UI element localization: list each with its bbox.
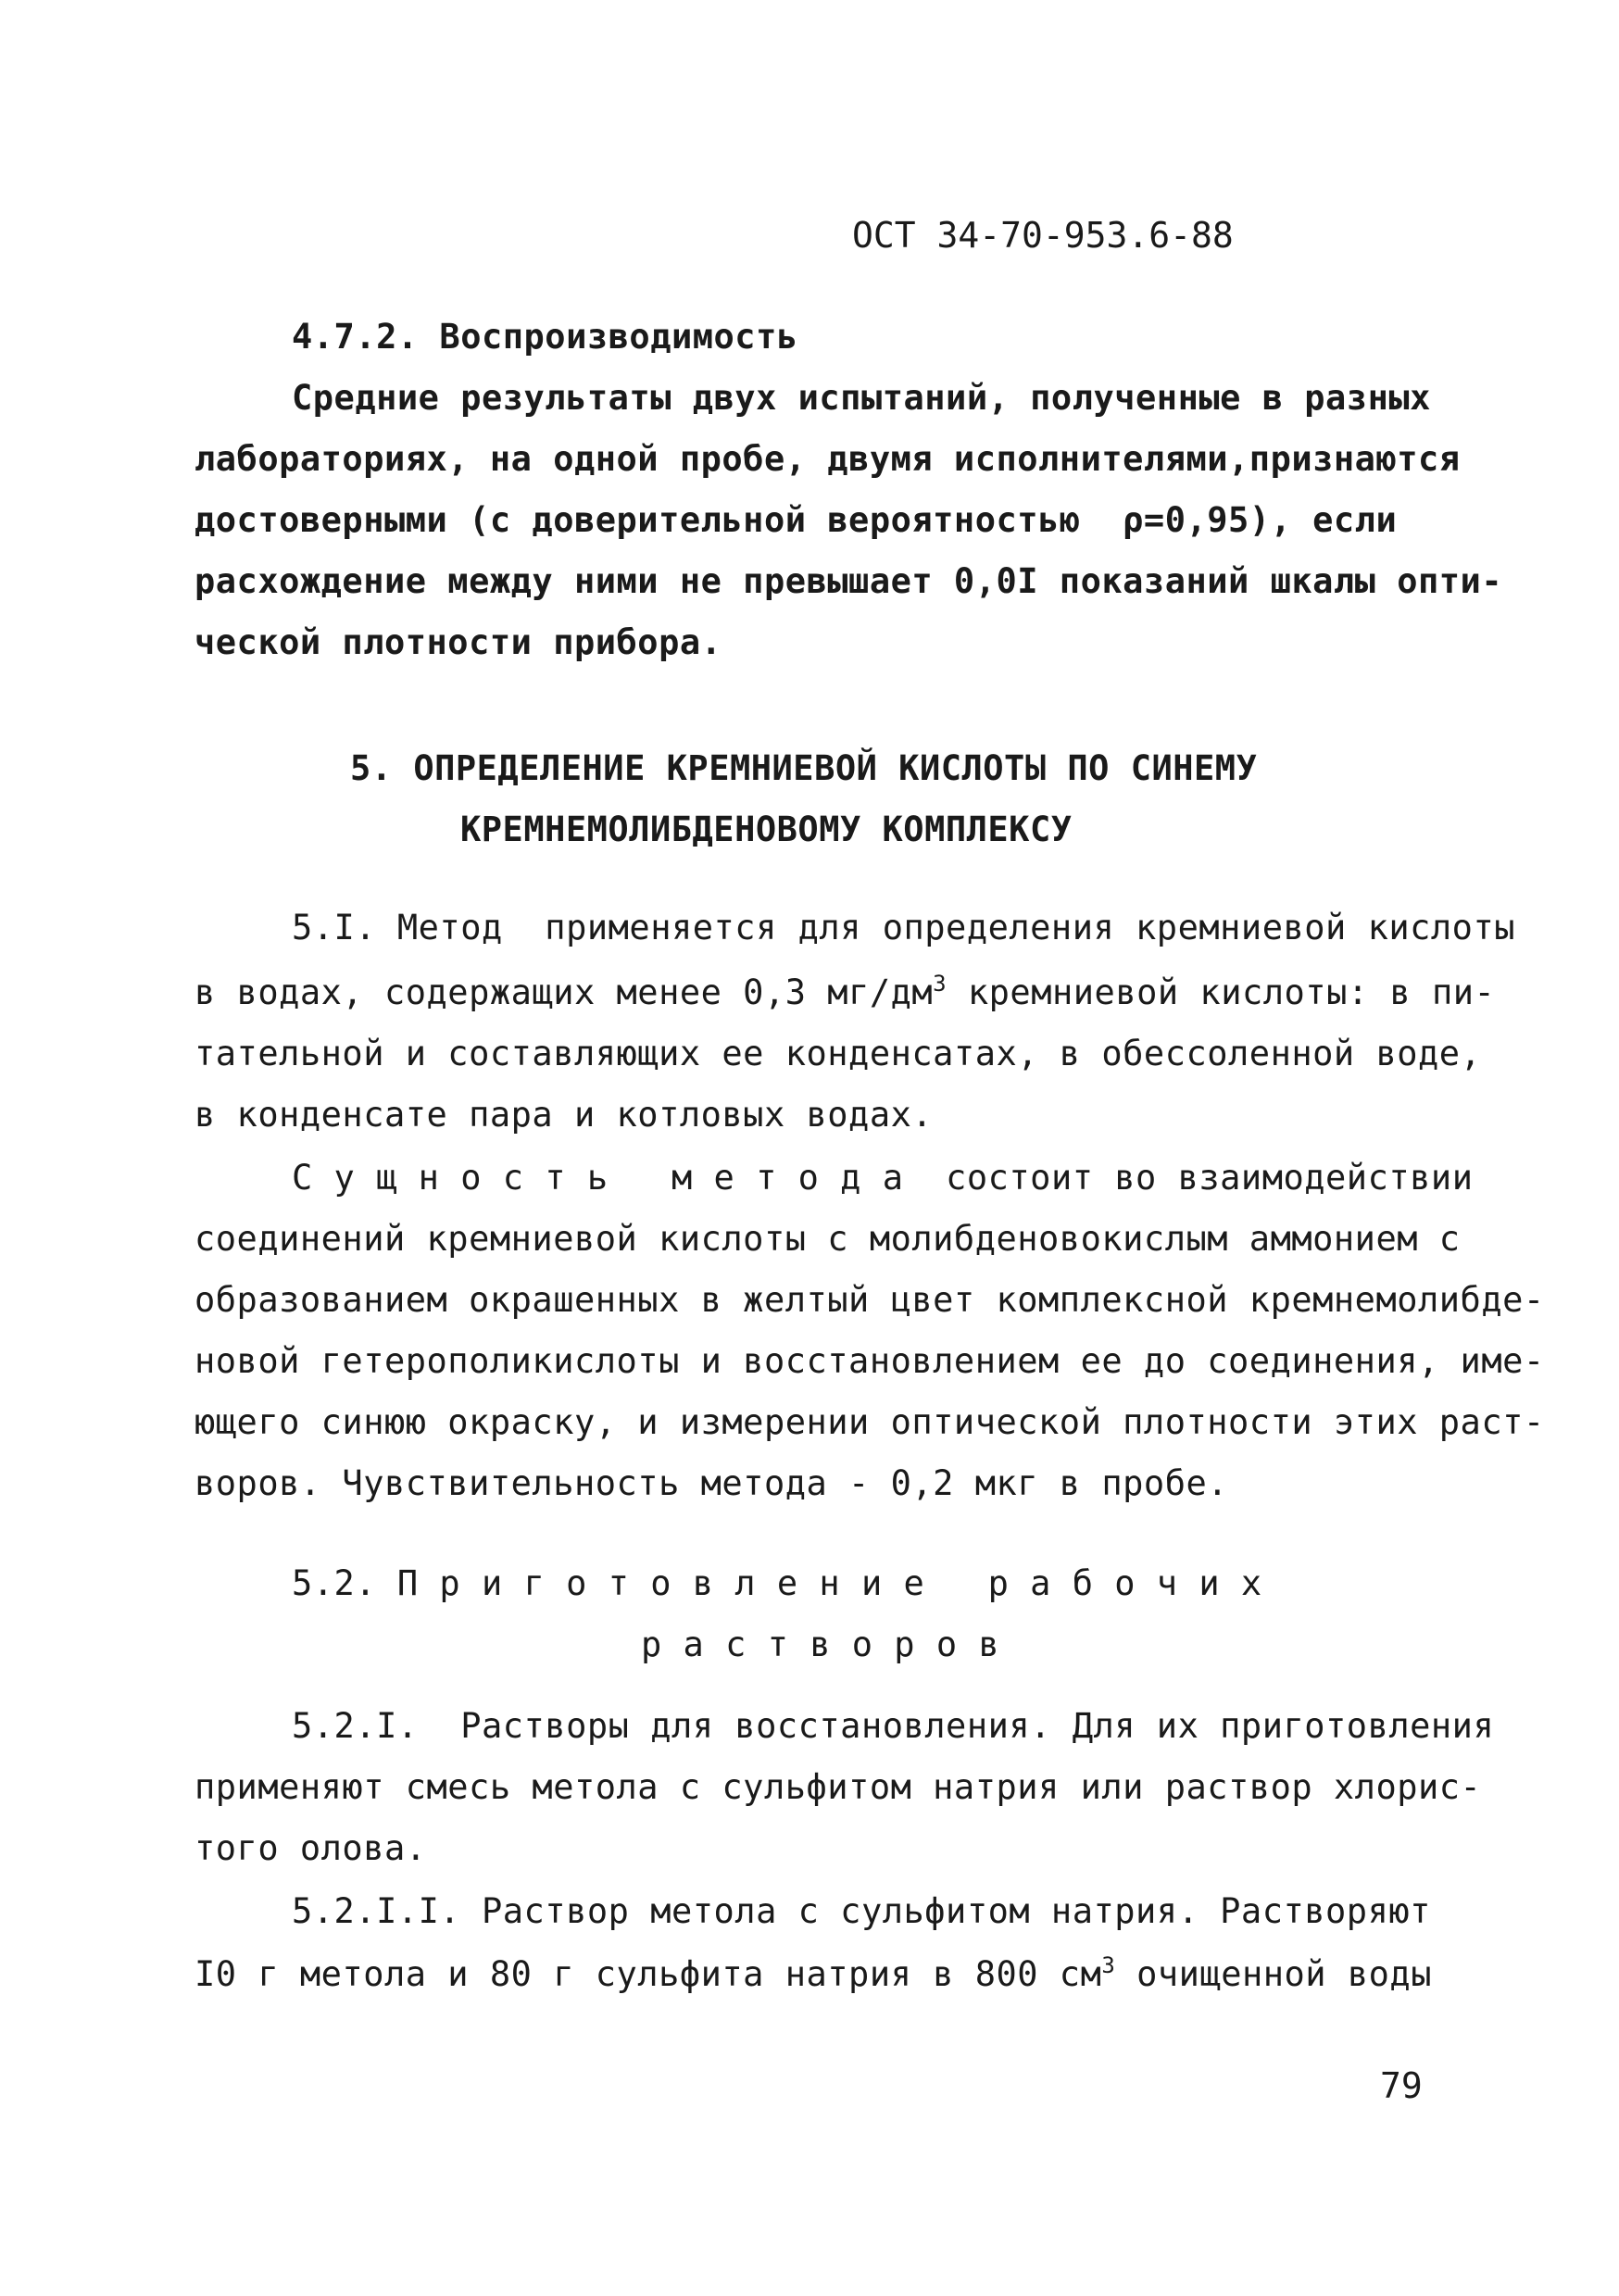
- subsection-heading: 5.2. П р и г о т о в л е н и е р а б о ч и х: [292, 1563, 1262, 1603]
- paragraph-line: ческой плотности прибора.: [195, 622, 722, 662]
- paragraph-line: 5.2.I.I. Раствор метола с сульфитом натрия. Растворяют: [292, 1891, 1431, 1931]
- paragraph-line: I0 г метола и 80 г сульфита натрия в 800 $см^3$ очищенной воды: [195, 1952, 1432, 1994]
- section-title-line: КРЕМНЕМОЛИБДЕНОВОМУ КОМПЛЕКСУ: [460, 809, 1073, 849]
- superscript: 3: [1101, 1952, 1116, 1978]
- paragraph-line: расхождение между ними не превышает 0,0I показаний шкалы опти-: [195, 561, 1503, 601]
- paragraph-line: образованием окрашенных в желтый цвет комплексной кремнемолибде-: [195, 1280, 1545, 1320]
- paragraph-line: 5.2.I. Растворы для восстановления. Для их приготовления: [292, 1706, 1495, 1746]
- paragraph-line: Средние результаты двух испытаний, полученные в разных: [292, 378, 1431, 418]
- paragraph-line: С у щ н о с т ь м е т о д а состоит во взаимодействии: [292, 1158, 1474, 1198]
- paragraph-line: воров. Чувствительность метода - 0,2 мкг в пробе.: [195, 1463, 1229, 1503]
- spaced-term: С у щ н о с т ь м е т о д а: [292, 1158, 904, 1198]
- paragraph-line: 5.I. Метод применяется для определения кремниевой кислоты: [292, 908, 1516, 947]
- superscript: 3: [933, 971, 948, 997]
- subsection-heading: р а с т в о р о в: [641, 1625, 1000, 1664]
- paragraph-line: тательной и составляющих ее конденсатах, в обессоленной воде,: [195, 1034, 1482, 1073]
- paragraph-line: в конденсате пара и котловых водах.: [195, 1095, 934, 1135]
- paragraph-line: новой гетерополикислоты и восстановлением ее до соединения, име-: [195, 1341, 1545, 1381]
- section-heading-4-7-2: 4.7.2. Воспроизводимость: [292, 317, 798, 357]
- page-number: 79: [1380, 2065, 1423, 2106]
- paragraph-line: того олова.: [195, 1828, 427, 1868]
- paragraph-line: применяют смесь метола с сульфитом натрия или раствор хлорис-: [195, 1767, 1482, 1807]
- paragraph-line: достоверными (с доверительной вероятностью ρ=0,95), если: [195, 500, 1398, 540]
- paragraph-line: лабораториях, на одной пробе, двумя исполнителями,признаются: [195, 439, 1461, 479]
- paragraph-line: соединений кремниевой кислоты с молибденовокислым аммонием с: [195, 1219, 1461, 1259]
- section-title-line: 5. ОПРЕДЕЛЕНИЕ КРЕМНИЕВОЙ КИСЛОТЫ ПО СИНЕМУ: [350, 748, 1258, 788]
- paragraph-line: в водах, содержащих менее 0,3 $мг/дм^3$ кремниевой кислоты: в пи-: [195, 971, 1496, 1012]
- document-code: ОСТ 34-70-953.6-88: [852, 215, 1234, 256]
- paragraph-line: ющего синюю окраску, и измерении оптической плотности этих раст-: [195, 1402, 1545, 1442]
